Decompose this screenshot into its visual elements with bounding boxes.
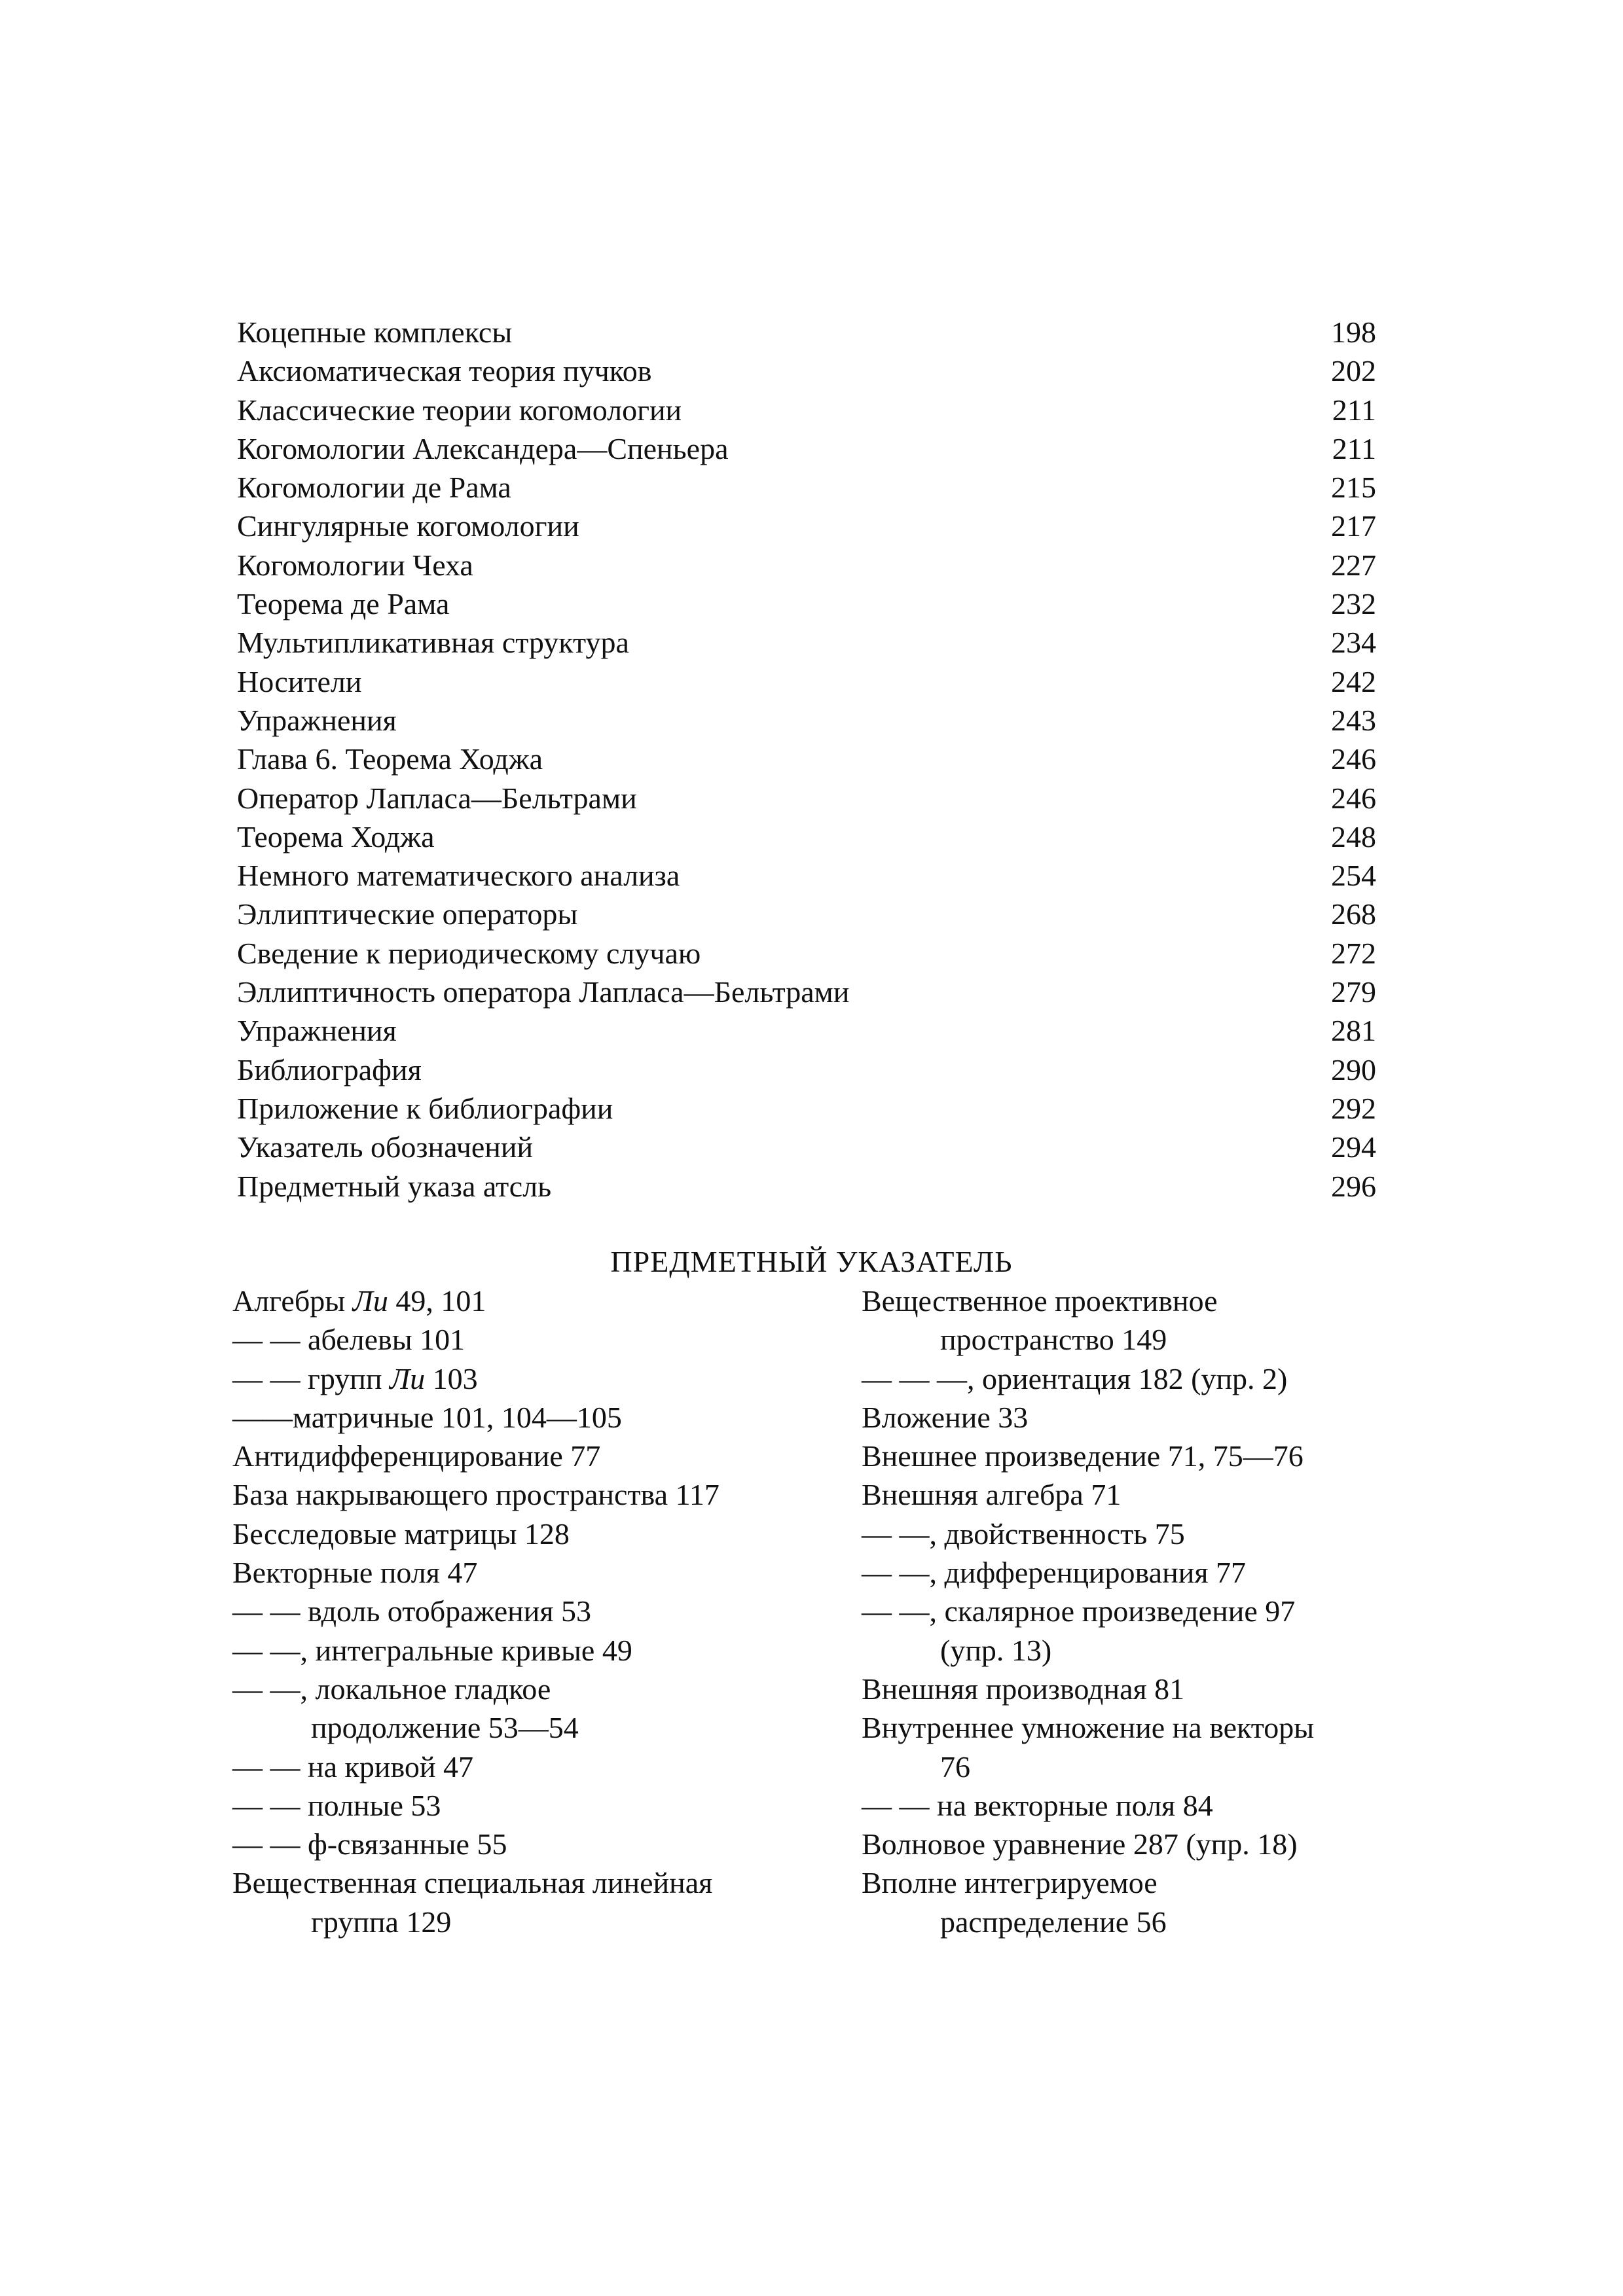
toc-row — [237, 1050, 1376, 1089]
index-entry-continuation: распределение 56 — [940, 1905, 1167, 1939]
toc-title: Библиография — [237, 1052, 422, 1086]
toc-row — [237, 429, 1376, 468]
toc-row — [237, 817, 1376, 856]
index-entry: Вполне интегрируемое — [862, 1866, 1158, 1900]
toc-title: Теорема Ходжа — [237, 819, 435, 853]
index-entry: — —, двойственность 75 — [862, 1516, 1185, 1551]
index-column-left — [232, 1282, 854, 1941]
toc-page: 248 — [1331, 819, 1376, 853]
index-entry: — —, дифференцирования 77 — [862, 1556, 1246, 1590]
index-column-right — [862, 1282, 1418, 1941]
toc-page: 296 — [1331, 1169, 1376, 1203]
toc-row — [237, 934, 1376, 973]
index-entry: Бесследовые матрицы 128 — [232, 1516, 570, 1551]
toc-row — [237, 468, 1376, 507]
toc-title: Глава 6. Теорема Ходжа — [237, 742, 543, 776]
toc-page: 215 — [1331, 471, 1376, 505]
index-entry: — —, скалярное произведение 97 — [862, 1594, 1296, 1628]
toc-row — [237, 895, 1376, 933]
index-entry-continuation: (упр. 13) — [940, 1633, 1052, 1667]
toc-title: Мультипликативная структура — [237, 626, 629, 660]
index-entry: Вложение 33 — [862, 1400, 1029, 1434]
toc-page: 281 — [1331, 1014, 1376, 1048]
toc-row — [237, 546, 1376, 584]
toc-title: Носители — [237, 664, 362, 698]
toc-page: 227 — [1331, 548, 1376, 582]
toc-title: Коцепные комплексы — [237, 315, 513, 349]
toc-title: Сингулярные когомологии — [237, 509, 579, 543]
toc-page: 232 — [1331, 587, 1376, 621]
toc-page: 217 — [1331, 509, 1376, 543]
toc-row — [237, 1167, 1376, 1206]
toc-title: Эллиптические операторы — [237, 897, 578, 931]
toc-page: 211 — [1332, 393, 1376, 427]
index-entry: — — вдоль отображения 53 — [232, 1594, 592, 1628]
toc-page: 242 — [1331, 664, 1376, 698]
toc-row — [237, 856, 1376, 895]
index-entry-continuation: пространство 149 — [940, 1323, 1167, 1357]
toc-page: 254 — [1331, 859, 1376, 893]
index-entry: — — абелевы 101 — [232, 1323, 465, 1357]
toc-row — [237, 1089, 1376, 1128]
index-entry-continuation: продолжение 53—54 — [311, 1711, 579, 1745]
toc-title: Указатель обозначений — [237, 1130, 534, 1164]
toc-title: Оператор Лапласа—Бельтрами — [237, 781, 637, 815]
index-entry: — —, локальное гладкое — [232, 1672, 551, 1706]
toc-title: Теорема де Рама — [237, 587, 450, 621]
toc-title: Когомологии Чеха — [237, 548, 473, 582]
toc-title: Немного математического анализа — [237, 859, 680, 893]
toc-row — [237, 313, 1376, 351]
index-entry: — — полные 53 — [232, 1788, 441, 1822]
toc-row — [237, 740, 1376, 778]
index-entry: — —, интегральные кривые 49 — [232, 1633, 632, 1667]
index-entry: — — ф-связанные 55 — [232, 1827, 507, 1861]
toc-page: 234 — [1331, 626, 1376, 660]
toc-row — [237, 584, 1376, 623]
toc-title: Когомологии Александера—Спеньера — [237, 431, 729, 465]
toc-row — [237, 507, 1376, 545]
toc-page: 202 — [1331, 354, 1376, 388]
toc-row — [237, 701, 1376, 740]
toc-row — [237, 1011, 1376, 1050]
toc-page: 292 — [1331, 1091, 1376, 1125]
toc-row — [237, 779, 1376, 817]
toc-page: 294 — [1331, 1130, 1376, 1164]
index-entry: Векторные поля 47 — [232, 1556, 478, 1590]
toc-page: 246 — [1331, 781, 1376, 815]
toc-title: Сведение к периодическому случаю — [237, 936, 701, 970]
toc-page: 243 — [1331, 703, 1376, 737]
toc-title: Предметный указа атсль — [237, 1169, 552, 1203]
index-entry: Внешняя алгебра 71 — [862, 1478, 1122, 1512]
toc-title: Когомологии де Рама — [237, 471, 511, 505]
toc-page: 290 — [1331, 1052, 1376, 1086]
index-entry-continuation: 76 — [940, 1749, 970, 1784]
toc-page: 272 — [1331, 936, 1376, 970]
index-entry: Волновое уравнение 287 (упр. 18) — [862, 1827, 1298, 1861]
toc-row — [237, 391, 1376, 429]
index-entry: — — —, ориентация 182 (упр. 2) — [862, 1361, 1288, 1395]
toc-title: Упражнения — [237, 1014, 397, 1048]
index-entry: Антидифференцирование 77 — [232, 1439, 601, 1473]
toc-title: Эллиптичность оператора Лапласа—Бельтрами — [237, 975, 850, 1009]
index-entry: Вещественная специальная линейная — [232, 1866, 713, 1900]
toc-title: Упражнения — [237, 703, 397, 737]
index-entry: Внешнее произведение 71, 75—76 — [862, 1439, 1304, 1473]
toc-page: 198 — [1331, 315, 1376, 349]
index-entry: Внутреннее умножение на векторы — [862, 1711, 1315, 1745]
toc-title: Приложение к библиографии — [237, 1091, 613, 1125]
toc-page: 279 — [1331, 975, 1376, 1009]
toc-title: Аксиоматическая теория пучков — [237, 354, 652, 388]
toc-row — [237, 1128, 1376, 1166]
index-entry: — — групп Ли 103 — [232, 1361, 478, 1395]
toc-row — [237, 351, 1376, 390]
toc-page: 246 — [1331, 742, 1376, 776]
toc-row — [237, 973, 1376, 1011]
index-entry-continuation: группа 129 — [311, 1905, 452, 1939]
index-entry: — — на кривой 47 — [232, 1749, 474, 1784]
toc-page: 268 — [1331, 897, 1376, 931]
index-entry: Внешняя производная 81 — [862, 1672, 1185, 1706]
index-entry: Алгебры Ли 49, 101 — [232, 1284, 486, 1318]
table-of-contents — [237, 313, 1376, 1206]
toc-title: Классические теории когомологии — [237, 393, 682, 427]
index-entry: — — на векторные поля 84 — [862, 1788, 1213, 1822]
toc-row — [237, 623, 1376, 662]
index-entry: Вещественное проективное — [862, 1284, 1218, 1318]
index-entry: База накрывающего пространства 117 — [232, 1478, 720, 1512]
toc-page: 211 — [1332, 431, 1376, 465]
toc-row — [237, 662, 1376, 701]
index-entry: ——матричные 101, 104—105 — [232, 1400, 622, 1434]
subject-index-heading: ПРЕДМЕТНЫЙ УКАЗАТЕЛЬ — [610, 1245, 1013, 1278]
